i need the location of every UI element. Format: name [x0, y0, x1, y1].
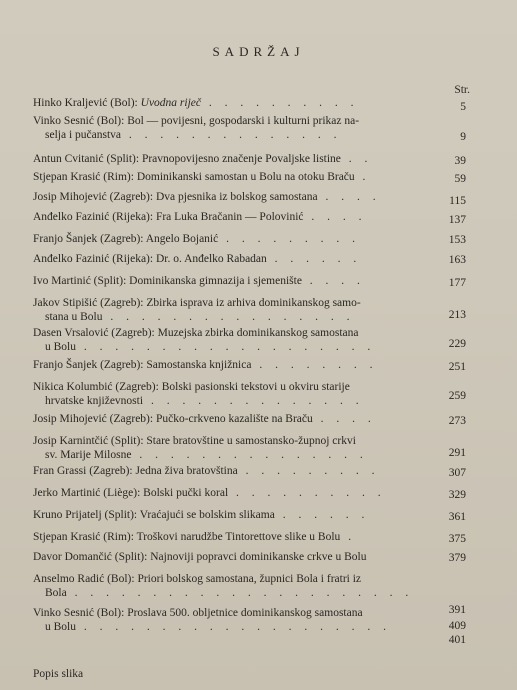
leader-dots: . . . . . . . . . . . . . . . . . . . . . . [66, 587, 414, 599]
toc-entry-author: Fran Grassi (Zagreb): [33, 465, 136, 477]
leader-dots: . . . . . . [274, 509, 370, 521]
toc-entry-author: Josip Mihojević (Zagreb): [33, 413, 156, 425]
toc-entry-author: Kruno Prijatelj (Split): [33, 509, 140, 521]
toc-entry-author: Nikica Kolumbić (Zagreb): [33, 381, 162, 393]
toc-entry-page-number: 251 [448, 361, 466, 373]
toc-entry [33, 550, 438, 564]
leader-dots: . . . . . . [266, 253, 362, 265]
toc-entry-title: Dr. o. Anđelko Rabadan [155, 253, 267, 265]
toc-entry-author: Anđelko Fazinić (Rijeka): [33, 253, 156, 265]
toc-entry-title: Dominikanski samostan u Bolu na otoku Braču [136, 171, 355, 183]
toc-entry [33, 358, 438, 372]
toc-entry [33, 572, 438, 600]
toc-entry-title-continuation: stana u Bolu . . . . . . . . . . . . . . . . [45, 311, 355, 323]
toc-entry-title: Bol — povijesni, gospodarski i kulturni prikaz na- [127, 115, 360, 127]
toc-entry [33, 412, 438, 426]
toc-entry-title: Dva pjesnika iz bolskog samostana [155, 191, 318, 203]
leader-dots: . . . . . . . . . . . . . . . . [102, 311, 355, 323]
toc-entry-title: Najnoviji popravci dominikanske crkve u Bolu [150, 551, 367, 563]
toc-entry-author: Ivo Martinić (Split): [33, 275, 130, 287]
toc-entry-page-number: 5 [460, 101, 466, 113]
toc-entry-author: Anselmo Radić (Bol): [33, 573, 138, 585]
toc-entry-author: Vinko Sesnić (Bol): [33, 115, 128, 127]
toc-entry [33, 296, 438, 324]
toc-entry-author: Popis slika [33, 668, 84, 680]
toc-entry [33, 170, 438, 184]
toc-entry-title: Dominikanska gimnazija i sjemenište [129, 275, 302, 287]
leader-dots: . . . . [317, 191, 381, 203]
leader-dots: . . . . [303, 211, 367, 223]
toc-entry-page-number: 375 [448, 533, 466, 545]
toc-entry-page-number: 401 [448, 634, 466, 646]
toc-entry-page-number: 273 [448, 415, 466, 427]
toc-entry [33, 252, 438, 266]
toc-entry-title: Stare bratovštine u samostansko-župnoj crkvi [146, 435, 356, 447]
toc-entry-author: Anđelko Fazinić (Rijeka): [33, 211, 156, 223]
leader-dots: . . . . . . . . . . . . . . . [131, 449, 368, 461]
toc-entry-page-number: 379 [448, 552, 466, 564]
toc-entry-author: Vinko Sesnić (Bol): [33, 607, 128, 619]
toc-entry-title-continuation: Bola . . . . . . . . . . . . . . . . . . . . . . [45, 587, 414, 599]
toc-entry-title: Bolski pasionski tekstovi u okviru starije [161, 381, 350, 393]
leader-dots: . . . . . . . . . . . . . . . . . . . [76, 341, 376, 353]
toc-entry-author: Josip Mihojević (Zagreb): [33, 191, 156, 203]
toc-entry [33, 667, 438, 681]
toc-entry [33, 606, 438, 634]
toc-entry-title: Pravnopovijesno značenje Povaljske listine [141, 153, 341, 165]
toc-entry [33, 434, 438, 462]
toc-entry-page-number: 391 [448, 604, 466, 616]
page-title: SADRŽAJ [212, 44, 305, 59]
toc-entry [33, 326, 438, 354]
toc-entry-author: Antun Cvitanić (Split): [33, 153, 142, 165]
toc-entry-page-number: 9 [460, 131, 466, 143]
toc-entry-title-continuation: u Bolu . . . . . . . . . . . . . . . . . . . [45, 341, 376, 353]
toc-entry-title: Bolski pučki koral [143, 487, 229, 499]
toc-entry-page-number: 307 [448, 467, 466, 479]
leader-dots: . . . . . . . . . . . . . . [121, 129, 342, 141]
toc-entry-title: Vraćajući se bolskim slikama [139, 509, 275, 521]
toc-entry-title-continuation: hrvatske književnosti . . . . . . . . . . . . . . [45, 395, 364, 407]
toc-entry-page-number: 59 [454, 173, 466, 185]
leader-dots: . . . . . . . . . . [228, 487, 386, 499]
leader-dots: . . . . . . . . . . . . . . . . . . . . [76, 621, 391, 633]
toc-entry [33, 232, 438, 246]
toc-entry-page-number: 153 [448, 234, 466, 246]
toc-entry-page-number: 361 [448, 511, 466, 523]
toc-entry-page-number: 259 [448, 390, 466, 402]
toc-entry-author: Jakov Stipišić (Zagreb): [33, 297, 147, 309]
toc-entry [33, 114, 438, 142]
toc-entry-page-number: 329 [448, 489, 466, 501]
toc-entry [33, 210, 438, 224]
leader-dots: . . . . [312, 413, 376, 425]
toc-entry-page-number: 213 [448, 309, 466, 321]
toc-entry-page-number: 115 [449, 195, 466, 207]
leader-dots: . . . . . . . . . . . . . . [143, 395, 364, 407]
toc-entry-title: Uvodna riječ [140, 97, 201, 109]
toc-entry-title: Fra Luka Bračanin — Polovinić [155, 211, 304, 223]
toc-entry-page-number: 163 [448, 254, 466, 266]
toc-entry-title: Muzejska zbirka dominikanskog samostana [157, 327, 359, 339]
toc-entry-title-continuation: selja i pučanstva . . . . . . . . . . . . . . [45, 129, 342, 141]
toc-entry [33, 274, 438, 288]
toc-entry-title-continuation: u Bolu . . . . . . . . . . . . . . . . . . . . [45, 621, 391, 633]
toc-entry-title-continuation: sv. Marije Milosne . . . . . . . . . . . . . . . [45, 449, 368, 461]
toc-entry [33, 152, 438, 166]
toc-entry [33, 96, 438, 110]
toc-entry-author: Stjepan Krasić (Rim): [33, 531, 137, 543]
toc-entry-author: Hinko Kraljević (Bol): [33, 97, 141, 109]
toc-entry-title: Pučko-crkveno kazalište na Braču [155, 413, 313, 425]
toc-entry-title: Zbirka isprava iz arhiva dominikanskog samo- [146, 297, 361, 309]
toc-entry-title: Samostanska knjižnica [146, 359, 252, 371]
leader-dots: . . . . [301, 275, 365, 287]
leader-dots: . . [340, 153, 373, 165]
leader-dots: . . . . . . . . . . [201, 97, 359, 109]
toc-entry-title: Troškovi narudžbe Tintorettove slike u Bolu [136, 531, 341, 543]
toc-entry [33, 508, 438, 522]
toc-entry [33, 464, 438, 478]
toc-entry-author: Jerko Martinić (Liège): [33, 487, 144, 499]
toc-entry-page-number: 229 [448, 338, 466, 350]
leader-dots: . . . . . . . . . [237, 465, 380, 477]
toc-entry-title: Priori bolskog samostana, župnici Bola i fratri iz [137, 573, 362, 585]
toc-entry [33, 486, 438, 500]
toc-entry [33, 190, 438, 204]
toc-entry-page-number: 177 [448, 277, 466, 289]
toc-entry-title: Angelo Bojanić [145, 233, 219, 245]
toc-entry-author: Franjo Šanjek (Zagreb): [33, 233, 146, 245]
toc-entry-author: Dasen Vrsalović (Zagreb): [33, 327, 158, 339]
leader-dots: . [354, 171, 371, 183]
toc-entry-author: Davor Domančić (Split): [33, 551, 151, 563]
toc-entry-page-number: 291 [448, 447, 466, 459]
leader-dots: . [340, 531, 357, 543]
toc-entry [33, 530, 438, 544]
leader-dots: . . . . . . . . [251, 359, 378, 371]
toc-entry-page-number: 39 [454, 155, 466, 167]
toc-entry-page-number: 409 [448, 620, 466, 632]
page-column-label: Str. [454, 84, 470, 96]
toc-entry-author: Franjo Šanjek (Zagreb): [33, 359, 147, 371]
toc-entry-author: Josip Karnintčić (Split): [33, 435, 147, 447]
toc-entry-page-number: 137 [448, 214, 466, 226]
leader-dots: . . . . . . . . . [218, 233, 360, 245]
toc-entry [33, 380, 438, 408]
toc-entry-author: Stjepan Krasić (Rim): [33, 171, 137, 183]
toc-entry-title: Proslava 500. obljetnice dominikanskog samostana [127, 607, 363, 619]
toc-entry-title: Jedna živa bratovština [135, 465, 238, 477]
